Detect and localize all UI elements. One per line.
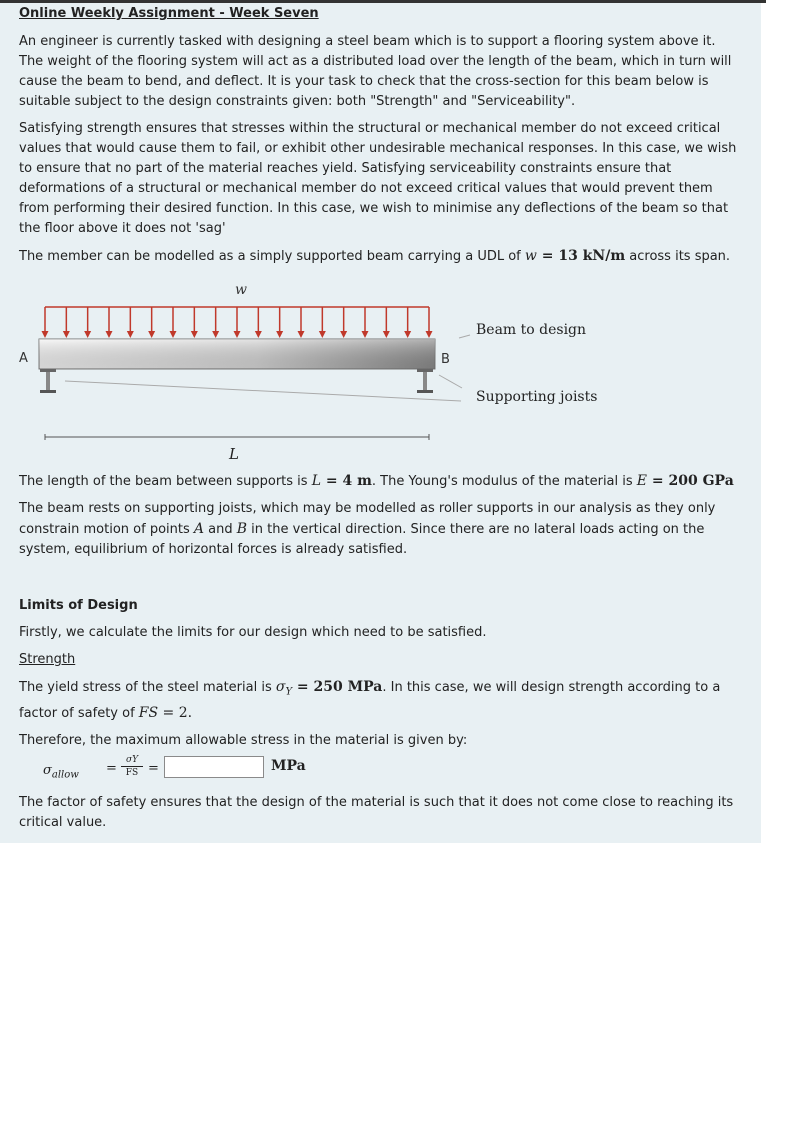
udl-text-post: across its span. xyxy=(625,249,731,264)
udl-arrow-head xyxy=(362,331,369,338)
sigma-allow-symbol xyxy=(43,763,79,781)
supports-text-and: and xyxy=(204,522,237,537)
support-a-label: A xyxy=(19,351,28,366)
yield-text-mid: . In this case, we will design strength according to a factor of safety of xyxy=(19,680,721,721)
allowable-stress-unit: MPa xyxy=(271,757,306,774)
yield-text-pre: The yield stress of the steel material is xyxy=(19,680,276,695)
length-value: = 4 m xyxy=(321,473,372,489)
limits-heading: Limits of Design xyxy=(19,598,138,613)
udl-arrow-head xyxy=(426,331,433,338)
udl-arrow-head xyxy=(84,331,91,338)
load-label-w: w xyxy=(235,282,247,298)
sigma-allow-letter: σ xyxy=(43,762,52,778)
fs-value: = 2. xyxy=(158,704,193,721)
allowable-stress-intro: Therefore, the maximum allowable stress in the material is given by: xyxy=(19,732,468,748)
udl-arrow-head xyxy=(298,331,305,338)
udl-arrows xyxy=(42,307,433,338)
beam-leader-line xyxy=(459,335,470,338)
equals-sign-1: = xyxy=(106,760,117,776)
udl-arrow-head xyxy=(42,331,49,338)
equals-sign-2: = xyxy=(148,760,159,776)
beam-callout-label: Beam to design xyxy=(476,322,587,338)
modulus-variable: E xyxy=(636,473,648,489)
fraction-bar xyxy=(121,766,143,767)
supports-text-post: in the vertical direction. Since there are no lateral loads acting on the system, equilibrium of horizontal forces is already satisfied. xyxy=(19,522,705,557)
support-a-joist xyxy=(40,369,56,393)
udl-text-pre: The member can be modelled as a simply supported beam carrying a UDL of xyxy=(19,249,525,264)
udl-arrow-head xyxy=(148,331,155,338)
udl-arrow-head xyxy=(234,331,241,338)
length-text-pre: The length of the beam between supports is xyxy=(19,474,312,489)
length-label: L xyxy=(229,445,239,463)
point-b: B xyxy=(236,521,248,537)
fs-explanation: The factor of safety ensures that the design of the material is such that it does not come close to reaching its critical value. xyxy=(19,794,734,830)
sigma-allow-sub: allow xyxy=(51,769,79,781)
udl-arrow-head xyxy=(212,331,219,338)
joist-leader-line xyxy=(65,381,461,401)
support-b-joist xyxy=(417,369,433,393)
beam-shading xyxy=(39,339,435,369)
joist-callout-label: Supporting joists xyxy=(476,389,598,405)
point-a: A xyxy=(193,521,205,537)
limits-intro: Firstly, we calculate the limits for our design which need to be satisfied. xyxy=(19,625,487,640)
support-b-label: B xyxy=(441,352,450,367)
udl-arrow-head xyxy=(106,331,113,338)
udl-value: = 13 kN/m xyxy=(536,248,626,264)
intro-paragraph-1: An engineer is currently tasked with designing a steel beam which is to support a flooring system above it. The weight of the flooring system will act as a distributed load over the length of the beam, which in turn will cause the beam to bend, and deflect. It is your task to check that the cross-section for this beam below is suitable subject to the design constraints given: both "Strength" and "Serviceability". xyxy=(19,34,732,109)
udl-arrow-head xyxy=(404,331,411,338)
udl-arrow-head xyxy=(383,331,390,338)
udl-arrow-head xyxy=(63,331,70,338)
udl-arrow-head xyxy=(319,331,326,338)
beam-diagram xyxy=(19,271,741,471)
fs-variable: FS xyxy=(138,704,159,721)
joist-leader-line-b xyxy=(439,375,462,388)
fraction-numerator: σY xyxy=(125,754,139,765)
length-modulus-statement xyxy=(19,471,741,492)
modulus-value: = 200 GPa xyxy=(647,473,734,489)
assignment-panel xyxy=(0,3,761,843)
udl-variable: w xyxy=(524,248,537,264)
intro-paragraph-2: Satisfying strength ensures that stresses within the structural or mechanical member do not exceed critical values that would cause them to fail, or exhibit other undesirable mechanical responses. In this case, we wish to ensure that no part of the material reaches yield. Satisfying serviceability constraints ensure that deformations of a structural or mechanical member do not exceed critical values that would prevent them from performing their desired function. In this case, we wish to minimise any deflections of the beam so that the floor above it does not 'sag' xyxy=(19,121,737,236)
strength-heading: Strength xyxy=(19,652,76,667)
allowable-stress-equation xyxy=(19,755,741,785)
fraction-denominator: FS xyxy=(125,767,139,778)
yield-symbol-sub: Y xyxy=(285,686,293,698)
supports-paragraph xyxy=(19,499,741,560)
udl-arrow-head xyxy=(191,331,198,338)
udl-arrow-head xyxy=(340,331,347,338)
yield-value: = 250 MPa xyxy=(292,679,383,695)
stress-fraction xyxy=(121,755,143,778)
length-variable: L xyxy=(311,473,321,489)
assignment-title: Online Weekly Assignment - Week Seven xyxy=(19,6,319,21)
udl-arrow-head xyxy=(127,331,134,338)
udl-arrow-head xyxy=(170,331,177,338)
assignment-content xyxy=(19,3,741,833)
length-text-mid: . The Young's modulus of the material is xyxy=(371,474,637,489)
beam-diagram-svg xyxy=(19,271,741,471)
allowable-stress-input[interactable] xyxy=(164,756,264,778)
supports-text-pre: The beam rests on supporting joists, which may be modelled as roller supports in our analysis as they only constrain motion of points xyxy=(19,501,716,537)
udl-statement xyxy=(19,246,741,267)
udl-arrow-head xyxy=(276,331,283,338)
yield-symbol: σ xyxy=(275,679,286,695)
yield-statement xyxy=(19,677,741,724)
udl-arrow-head xyxy=(255,331,262,338)
